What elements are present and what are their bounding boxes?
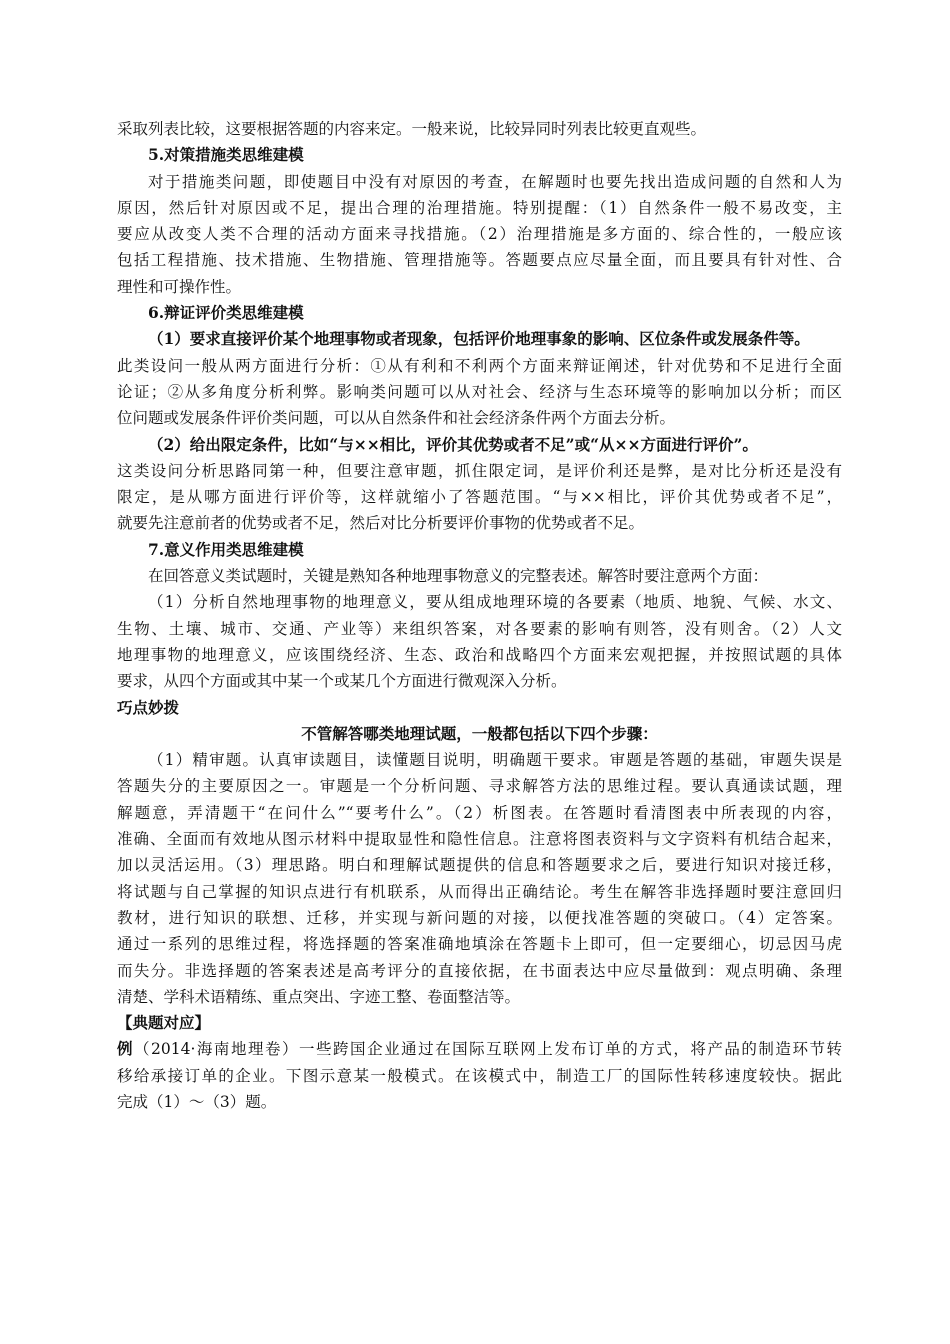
text-line: 在回答意义类试题时，关键是熟知各种地理事物意义的完整表述。解答时要注意两个方面： [148,567,769,586]
text-line: 原因，然后针对原因或不足，提出合理的治理措施。特别提醒：（1）自然条件一般不易改变，主 [117,198,842,217]
document-page [117,116,842,1115]
text-line: 此类设问一般从两方面进行分析：①从有利和不利两个方面来辩证阐述，针对优势和不足进行全面 [117,356,842,375]
text-line: 这类设问分析思路同第一种，但要注意审题，抓住限定词，是评价利还是弊，是对比分析还是没有 [117,461,842,480]
text-line: 论证；②从多角度分析利弊。影响类问题可以从对社会、经济与生态环境等的影响加以分析；而区 [117,382,842,401]
text-line: 移给承接订单的企业。下图示意某一般模式。在该模式中，制造工厂的国际性转移速度较快。据此 [117,1066,842,1085]
text-line: 包括工程措施、技术措施、生物措施、管理措施等。答题要点应尽量全面，而且要具有针对性、合 [117,251,842,270]
text-line: 要求，从四个方面或其中某一个或某几个方面进行微观深入分析。 [117,672,567,691]
text-line: 完成（1）～（3）题。 [117,1092,277,1111]
text-line: 生物、土壤、城市、交通、产业等）来组织答案，对各要素的影响有则答，没有则舍。（2）人文 [117,619,842,638]
text-line: （1）精审题。认真审读题目，读懂题目说明，明确题干要求。审题是答题的基础，审题失误是 [148,751,842,770]
text-line: 教材，进行知识的联想、迁移，并实现与新问题的对接，以便找准答题的突破口。（4）定答案。 [117,908,842,927]
text-line: 通过一系列的思维过程，将选择题的答案准确地填涂在答题卡上即可，但一定要细心，切忌因马虎 [117,935,842,954]
text-line: 理性和可操作性。 [117,277,242,296]
text-line: 对于措施类问题，即使题目中没有对原因的考查，在解题时也要先找出造成问题的自然和人为 [148,172,842,191]
section-heading: 6.辩证评价类思维建模 [148,303,304,323]
text-line: 答题失分的主要原因之一。审题是一个分析问题、寻求解答方法的思维过程。要认真通读试题，理 [117,777,842,796]
text-line: （1）分析自然地理事物的地理意义，要从组成地理环境的各要素（地质、地貌、气候、水文、 [148,593,842,612]
text-line: 地理事物的地理意义，应该围绕经济、生态、政治和战略四个方面来宏观把握，并按照试题的具体 [117,645,842,664]
text-line: 限定，是从哪方面进行评价等，这样就缩小了答题范围。“与××相比，评价其优势或者不足”， [117,488,842,507]
text-line: 采取列表比较，这要根据答题的内容来定。一般来说，比较异同时列表比较更直观些。 [117,120,707,138]
bold-point: （1）要求直接评价某个地理事物或者现象，包括评价地理事象的影响、区位条件或发展条件等。 [148,329,810,349]
text-line: 解题意，弄清题干“在问什么”“要考什么”。（2）析图表。在答题时看清图表中所表现的内容， [117,803,842,822]
section-heading: 7.意义作用类思维建模 [148,539,304,559]
section-heading: 5.对策措施类思维建模 [148,145,304,165]
text-line: 要应从改变人类不合理的活动方面来寻找措施。（2）治理措施是多方面的、综合性的，一般应该 [117,225,842,244]
text-line: 清楚、学科术语精练、重点突出、字迹工整、卷面整洁等。 [117,987,521,1006]
steps-subheading: 不管解答哪类地理试题，一般都包括以下四个步骤： [301,723,658,743]
bold-point: （2）给出限定条件，比如“与××相比，评价其优势或者不足”或“从××方面进行评价”。 [148,434,758,454]
text-line: 就要先注意前者的优势或者不足，然后对比分析要评价事物的优势或者不足。 [117,514,645,533]
example-section-heading: 【典题对应】 [117,1013,211,1033]
text-line: 将试题与自己掌握的知识点进行有机联系，从而得出正确结论。考生在解答非选择题时要注意回归 [117,882,842,901]
tips-heading: 巧点妙拨 [117,697,180,717]
text-line: 而失分。非选择题的答案表述是高考评分的直接依据，在书面表达中应尽量做到：观点明确、条理 [117,961,842,980]
text-line: 位问题或发展条件评价类问题，可以从自然条件和社会经济条件两个方面去分析。 [117,409,676,428]
text-line: 加以灵活运用。（3）理思路。明白和理解试题提供的信息和答题要求之后，要进行知识对接迁移， [117,856,842,875]
text-line: 准确、全面而有效地从图示材料中提取显性和隐性信息。注意将图表资料与文字资料有机结合起来， [117,830,842,849]
example-line: 例（2014·海南地理卷）一些跨国企业通过在国际互联网上发布订单的方式，将产品的制造环节转 [117,1039,842,1059]
example-label: 例 [117,1039,135,1059]
